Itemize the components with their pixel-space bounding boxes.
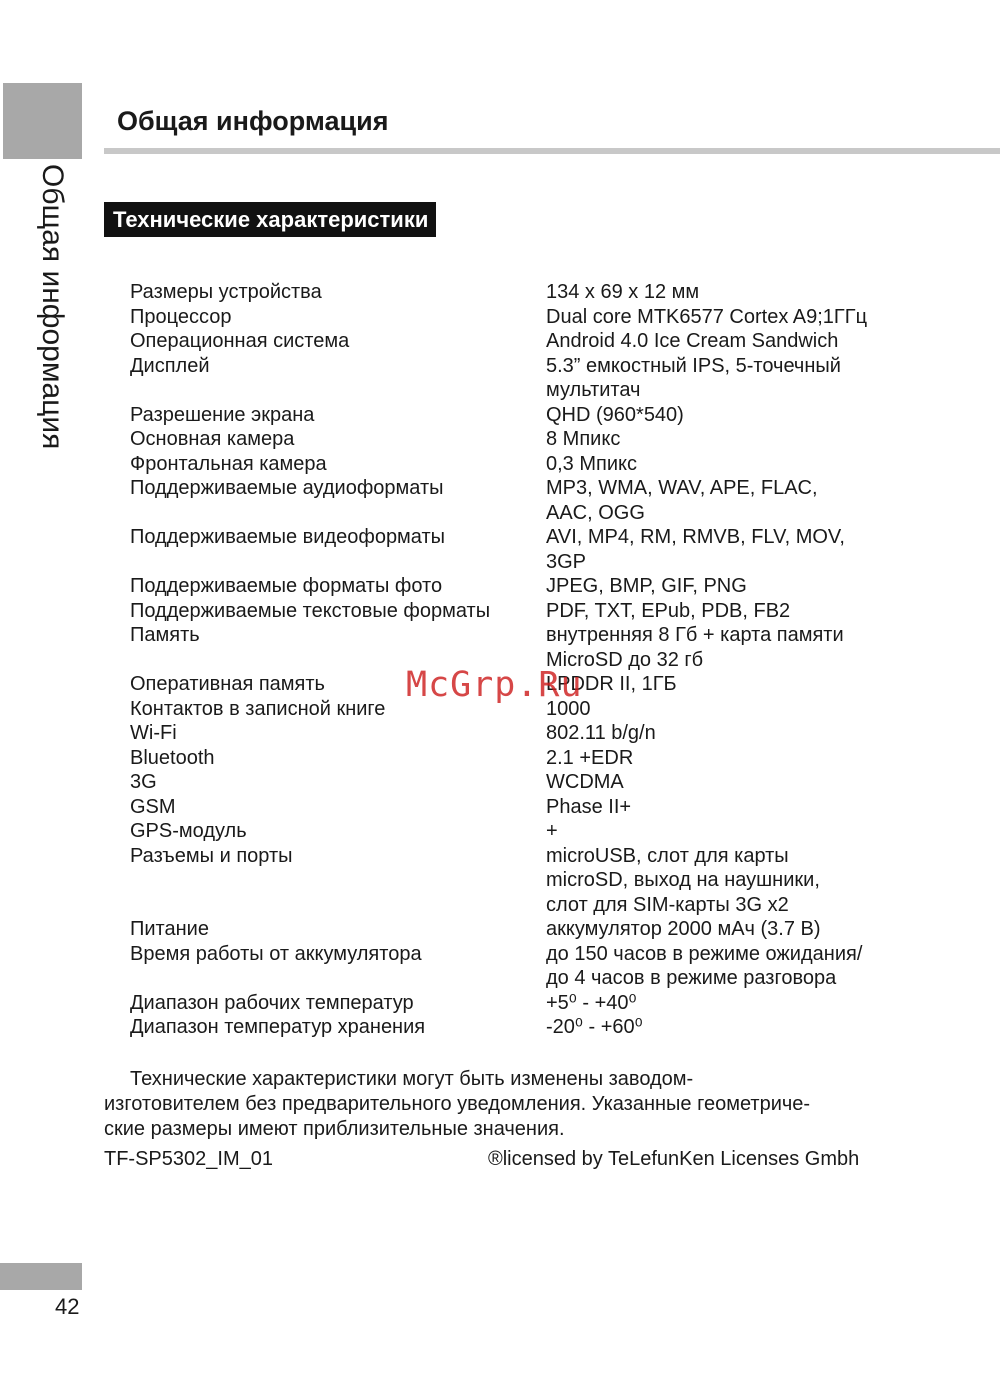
spec-value — [546, 476, 916, 525]
spec-value — [546, 452, 916, 477]
spec-row — [130, 599, 930, 624]
spec-value — [546, 354, 916, 403]
spec-label: 3G — [130, 771, 157, 793]
disclaimer-line: изготовителем без предварительного уведомления. Указанные геометриче- — [104, 1093, 811, 1115]
document-code: TF-SP5302_IM_01 — [104, 1148, 273, 1170]
spec-label: Операционная система — [130, 330, 350, 352]
spec-row — [130, 574, 930, 599]
page-tab-marker — [0, 1263, 82, 1290]
spec-value-line: аккумулятор 2000 мАч (3.7 В) — [546, 918, 821, 940]
spec-label: GSM — [130, 795, 176, 818]
spec-value-line: 1000 — [546, 697, 591, 720]
spec-label: Поддерживаемые аудиоформаты — [130, 477, 444, 499]
spec-value — [546, 280, 916, 305]
spec-row — [130, 991, 930, 1016]
spec-value-line: Android 4.0 Ice Cream Sandwich — [546, 330, 839, 352]
spec-label: Поддерживаемые текстовые форматы — [130, 599, 491, 622]
disclaimer-line: Технические характеристики могут быть изменены заводом- — [130, 1068, 694, 1090]
spec-row — [130, 746, 930, 771]
spec-row — [130, 942, 930, 991]
spec-label: Поддерживаемые видеоформаты — [130, 526, 446, 548]
disclaimer-note — [104, 1067, 904, 1142]
spec-value-line: WCDMA — [546, 771, 624, 793]
spec-value-line: 8 Мпикс — [546, 428, 621, 450]
spec-value-line: слот для SIM-карты 3G x2 — [546, 893, 789, 916]
spec-row — [130, 721, 930, 746]
spec-label: Основная камера — [130, 428, 295, 450]
spec-label: Фронтальная камера — [130, 452, 327, 475]
header-divider — [104, 148, 1000, 154]
spec-value — [546, 427, 916, 452]
spec-value — [546, 525, 916, 574]
page-title: Общая информация — [117, 106, 389, 136]
spec-value-line: 134 x 69 x 12 мм — [546, 281, 700, 303]
disclaimer-line: ские размеры имеют приблизительные значения. — [104, 1118, 565, 1140]
spec-value-line: внутренняя 8 Гб + карта памяти — [546, 624, 844, 646]
spec-value-line: Phase II+ — [546, 795, 632, 818]
spec-value — [546, 721, 916, 746]
spec-label: Разъемы и порты — [130, 844, 293, 867]
spec-value-line: JPEG, BMP, GIF, PNG — [546, 575, 747, 597]
spec-value-line: 5.3” емкостный IPS, 5-точечный — [546, 354, 841, 377]
spec-value — [546, 697, 916, 722]
spec-value-line: -20⁰ - +60⁰ — [546, 1016, 643, 1038]
spec-label: Процессор — [130, 305, 232, 328]
spec-value — [546, 942, 916, 991]
spec-row — [130, 354, 930, 403]
spec-value — [546, 795, 916, 820]
spec-label: Память — [130, 624, 200, 646]
spec-label: Поддерживаемые форматы фото — [130, 575, 443, 597]
spec-value — [546, 819, 916, 844]
watermark-logo: McGrp.Ru — [406, 665, 583, 705]
spec-label: Оперативная память — [130, 673, 325, 695]
spec-value-line: LPDDR II, 1ГБ — [546, 673, 677, 695]
spec-value — [546, 623, 916, 672]
spec-value — [546, 844, 916, 918]
section-heading: Технические характеристики — [104, 202, 436, 237]
spec-label: Диапазон рабочих температур — [130, 991, 414, 1014]
spec-value-line: MP3, WMA, WAV, APE, FLAC, — [546, 477, 818, 499]
spec-value — [546, 1015, 916, 1040]
spec-row — [130, 280, 930, 305]
spec-label: Размеры устройства — [130, 281, 322, 303]
spec-value-line: 0,3 Мпикс — [546, 452, 637, 475]
side-tab-title: Общая информация — [36, 164, 69, 450]
spec-value-line: microUSB, слот для карты — [546, 844, 789, 867]
spec-row — [130, 844, 930, 918]
spec-value — [546, 403, 916, 428]
spec-value — [546, 991, 916, 1016]
spec-row — [130, 770, 930, 795]
spec-value-line: MicroSD до 32 гб — [546, 648, 704, 671]
spec-row — [130, 329, 930, 354]
license-notice: ®licensed by TeLefunKen Licenses Gmbh — [488, 1148, 860, 1170]
spec-value-line: 802.11 b/g/n — [546, 722, 656, 744]
spec-label: Дисплей — [130, 354, 210, 377]
page-number: 42 — [55, 1294, 80, 1319]
spec-table — [130, 280, 930, 1040]
spec-value-line: 3GP — [546, 550, 587, 573]
spec-row — [130, 403, 930, 428]
spec-label: Питание — [130, 918, 209, 940]
spec-row — [130, 305, 930, 330]
spec-value — [546, 746, 916, 771]
spec-label: Контактов в записной книге — [130, 697, 386, 720]
spec-value-line: мультитач — [546, 379, 641, 401]
spec-value — [546, 917, 916, 942]
spec-value-line: 2.1 +EDR — [546, 746, 634, 769]
spec-row — [130, 1015, 930, 1040]
spec-value — [546, 329, 916, 354]
spec-label: Bluetooth — [130, 746, 215, 769]
spec-value-line: PDF, TXT, EPub, PDB, FB2 — [546, 599, 791, 622]
spec-value-line: +5⁰ - +40⁰ — [546, 991, 637, 1014]
spec-value-line: AVI, MP4, RM, RMVB, FLV, MOV, — [546, 526, 845, 548]
spec-value — [546, 305, 916, 330]
spec-row — [130, 427, 930, 452]
spec-value — [546, 672, 916, 697]
spec-value-line: до 150 часов в режиме ожидания/ — [546, 942, 863, 965]
spec-value-line: AAC, OGG — [546, 501, 645, 524]
spec-value-line: microSD, выход на наушники, — [546, 869, 820, 891]
spec-label: GPS-модуль — [130, 820, 247, 842]
spec-value — [546, 770, 916, 795]
spec-row — [130, 917, 930, 942]
spec-value-line: QHD (960*540) — [546, 403, 684, 426]
spec-row — [130, 795, 930, 820]
spec-row — [130, 525, 930, 574]
spec-label: Wi-Fi — [130, 722, 177, 744]
spec-label: Разрешение экрана — [130, 403, 315, 426]
spec-label: Диапазон температур хранения — [130, 1016, 426, 1038]
spec-value — [546, 599, 916, 624]
spec-row — [130, 476, 930, 525]
spec-value-line: + — [546, 820, 558, 842]
side-tab-marker — [3, 83, 82, 159]
spec-row — [130, 452, 930, 477]
spec-row — [130, 819, 930, 844]
spec-value-line: Dual core MTK6577 Cortex A9;1ГГц — [546, 305, 868, 328]
spec-value-line: до 4 часов в режиме разговора — [546, 967, 837, 989]
spec-value — [546, 574, 916, 599]
spec-label: Время работы от аккумулятора — [130, 942, 422, 965]
